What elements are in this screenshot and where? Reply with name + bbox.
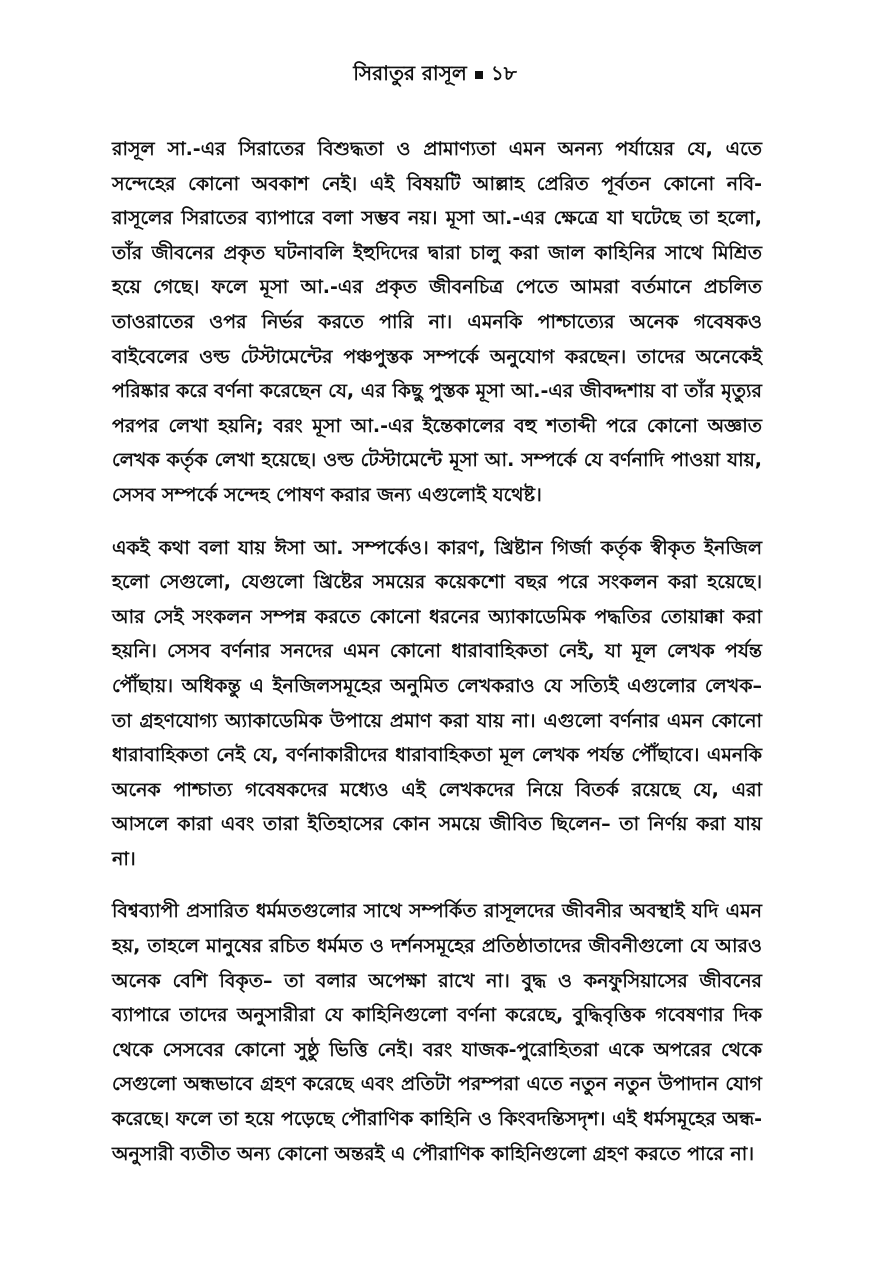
book-title: সিরাতুর রাসূল bbox=[353, 61, 467, 85]
page-body bbox=[112, 132, 762, 1189]
paragraph-3: বিশ্বব্যাপী প্রসারিত ধর্মমতগুলোর সাথে সম্পর্কিত রাসূলদের জীবনীর অবস্থাই যদি এমন হয়, তাহলে মানুষের রচিত ধর্মমত ও দর্শনসমূহের প্রতিষ্ঠাতাদের জীবনীগুলো যে আরও অনেক বেশি বিকৃত– তা বলার অপেক্ষা রাখে না। বুদ্ধ ও কনফুসিয়াসের জীবনের ব্যাপারে তাদের অনুসারীরা যে কাহিনিগুলো বর্ণনা করেছে, বুদ্ধিবৃত্তিক গবেষণার দিক থেকে সেসবের কোনো সুষ্ঠু ভিত্তি নেই। বরং যাজক-পুরোহিতরা একে অপরের থেকে সেগুলো অন্ধভাবে গ্রহণ করেছে এবং প্রতিটা পরম্পরা এতে নতুন নতুন উপাদান যোগ করেছে। ফলে তা হয়ে পড়েছে পৌরাণিক কাহিনি ও কিংবদন্তিসদৃশ। এই ধর্মসমূহের অন্ধ-অনুসারী ব্যতীত অন্য কোনো অন্তরই এ পৌরাণিক কাহিনিগুলো গ্রহণ করতে পারে না। bbox=[112, 900, 762, 1165]
paragraph-1: রাসূল সা.-এর সিরাতের বিশুদ্ধতা ও প্রামাণ্যতা এমন অনন্য পর্যায়ের যে, এতে সন্দেহের কোনো অবকাশ নেই। এই বিষয়টি আল্লাহ প্রেরিত পূর্বতন কোনো নবি-রাসূলের সিরাতের ব্যাপারে বলা সম্ভব নয়। মূসা আ.-এর ক্ষেত্রে যা ঘটেছে তা হলো, তাঁর জীবনের প্রকৃত ঘটনাবলি ইহুদিদের দ্বারা চালু করা জাল কাহিনির সাথে মিশ্রিত হয়ে গেছে। ফলে মূসা আ.-এর প্রকৃত জীবনচিত্র পেতে আমরা বর্তমানে প্রচলিত তাওরাতের ওপর নির্ভর করতে পারি না। এমনকি পাশ্চাত্যের অনেক গবেষকও বাইবেলের ওল্ড টেস্টামেন্টের পঞ্চপুস্তক সম্পর্কে অনুযোগ করছেন। তাদের অনেকেই পরিষ্কার করে বর্ণনা করেছেন যে, এর কিছু পুস্তক মূসা আ.-এর জীবদ্দশায় বা তাঁর মৃত্যুর পরপর লেখা হয়নি; বরং মূসা আ.-এর ইন্তেকালের বহু শতাব্দী পরে কোনো অজ্ঞাত লেখক কর্তৃক লেখা হয়েছে। ওল্ড টেস্টামেন্টে মূসা আ. সম্পর্কে যে বর্ণনাদি পাওয়া যায়, সেসব সম্পর্কে সন্দেহ পোষণ করার জন্য এগুলোই যথেষ্ট। bbox=[112, 138, 762, 506]
running-header bbox=[0, 58, 870, 88]
header-separator-square bbox=[475, 71, 483, 79]
page-number: ১৮ bbox=[490, 61, 517, 85]
paragraph-2: একই কথা বলা যায় ঈসা আ. সম্পর্কেও। কারণ, খ্রিষ্টান গির্জা কর্তৃক স্বীকৃত ইনজিল হলো সেগুলো, যেগুলো খ্রিষ্টের সময়ের কয়েকশো বছর পরে সংকলন করা হয়েছে। আর সেই সংকলন সম্পন্ন করতে কোনো ধরনের অ্যাকাডেমিক পদ্ধতির তোয়াক্কা করা হয়নি। সেসব বর্ণনার সনদের এমন কোনো ধারাবাহিকতা নেই, যা মূল লেখক পর্যন্ত পৌঁছায়। অধিকন্তু এ ইনজিলসমূহের অনুমিত লেখকরাও যে সত্যিই এগুলোর লেখক– তা গ্রহণযোগ্য অ্যাকাডেমিক উপায়ে প্রমাণ করা যায় না। এগুলো বর্ণনার এমন কোনো ধারাবাহিকতা নেই যে, বর্ণনাকারীদের ধারাবাহিকতা মূল লেখক পর্যন্ত পৌঁছাবে। এমনকি অনেক পাশ্চাত্য গবেষকদের মধ্যেও এই লেখকদের নিয়ে বিতর্ক রয়েছে যে, এরা আসলে কারা এবং তারা ইতিহাসের কোন সময়ে জীবিত ছিলেন– তা নির্ণয় করা যায় না। bbox=[112, 536, 762, 870]
